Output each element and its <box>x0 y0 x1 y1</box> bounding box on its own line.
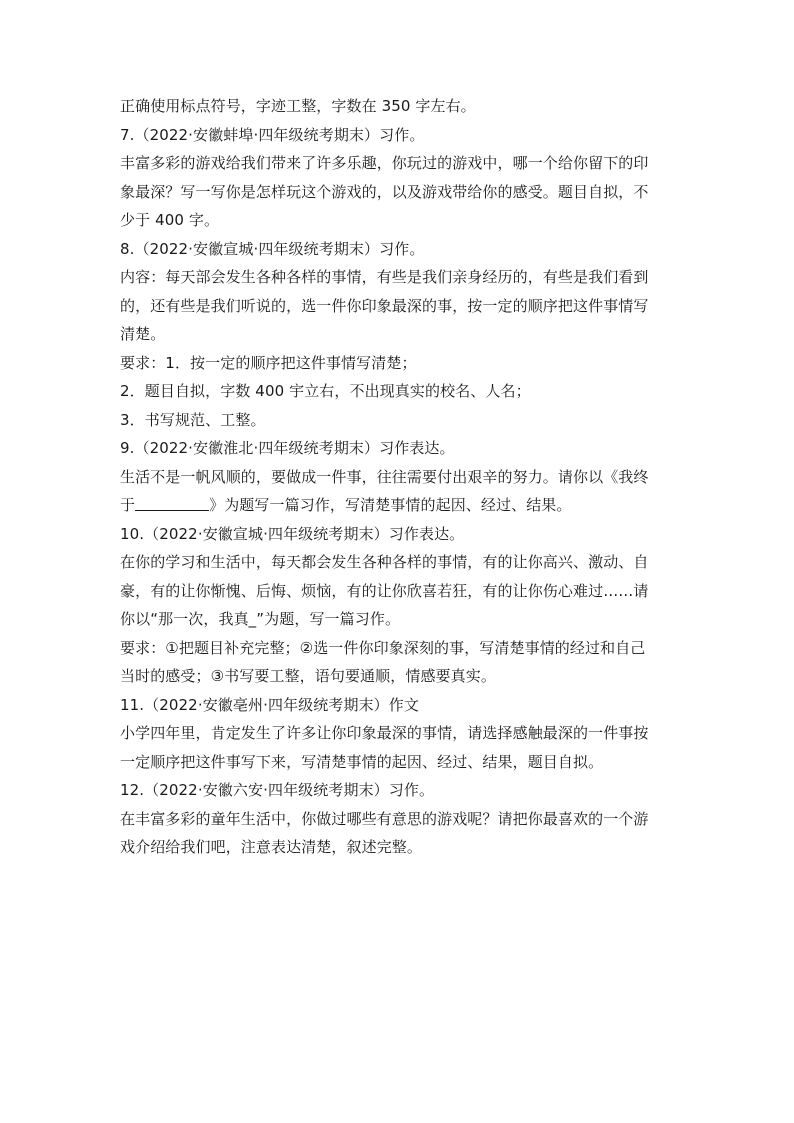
text-line: 清楚。 <box>120 325 166 343</box>
text-line: 象最深？写一写你是怎样玩这个游戏的，以及游戏带给你的感受。题目自拟，不 <box>120 182 649 201</box>
text-line: 的，还有些是我们听说的，选一件你印象最深的事，按一定的顺序把这件事情写 <box>120 296 649 315</box>
text-line: 正确使用标点符号，字迹工整，字数在 350 字左右。 <box>120 97 476 115</box>
text-line: 丰富多彩的游戏给我们带来了许多乐趣，你玩过的游戏中，哪一个给你留下的印 <box>120 154 649 172</box>
question-10-heading: 10.（2022·安徽宣城·四年级统考期末）习作表达。 <box>120 524 465 543</box>
text-line: 戏介绍给我们吧，注意表达清楚，叙述完整。 <box>120 838 423 856</box>
text-line: 豪，有的让你惭愧、后悔、烦恼，有的让你欣喜若狂，有的让你伤心难过……请 <box>120 581 649 600</box>
requirement-line: 要求：①把题目补充完整；②选一件你印象深刻的事，写清楚事情的经过和自己 <box>120 638 646 657</box>
text-line: 生活不是一帆风顺的，要做成一件事，往往需要付出艰辛的努力。请你以《我终 <box>120 467 649 486</box>
text-line: 你以“那一次，我真_”为题，写一篇习作。 <box>120 610 401 628</box>
document-page <box>120 92 680 862</box>
question-8-heading: 8.（2022·安徽宣城·四年级统考期末）习作。 <box>120 239 425 258</box>
text-line: 在你的学习和生活中，每天都会发生各种各样的事情，有的让你高兴、激动、自 <box>120 553 649 571</box>
question-9-heading: 9.（2022·安徽淮北·四年级统考期末）习作表达。 <box>120 439 455 457</box>
question-12-heading: 12.（2022·安徽六安·四年级统考期末）习作。 <box>120 781 435 799</box>
text-line: 在丰富多彩的童年生活中，你做过哪些有意思的游戏呢？请把你最喜欢的一个游 <box>120 809 649 828</box>
text-line: 少于 400 字。 <box>120 211 220 229</box>
question-7-heading: 7.（2022·安徽蚌埠·四年级统考期末）习作。 <box>120 125 425 144</box>
fill-in-blank <box>135 496 209 511</box>
requirement-line: 要求：1．按一定的顺序把这件事情写清楚； <box>120 353 417 372</box>
text-after-blank: 》为题写一篇习作，写清楚事情的起因、经过、结果。 <box>209 496 572 514</box>
question-11-heading: 11.（2022·安徽亳州·四年级统考期末）作文 <box>120 695 419 714</box>
text-line: 内容：每天部会发生各种各样的事情，有些是我们亲身经历的，有些是我们看到 <box>120 268 649 286</box>
requirement-line: 3．书写规范、工整。 <box>120 410 266 429</box>
fill-blank-line <box>120 491 680 520</box>
text-before-blank: 于 <box>120 496 136 514</box>
requirement-line: 当时的感受；③书写要工整，语句要通顺，情感要真实。 <box>120 667 496 685</box>
text-line: 小学四年里，肯定发生了许多让你印象最深的事情，请选择感触最深的一件事按 <box>120 724 649 742</box>
text-line: 一定顺序把这件事写下来，写清楚事情的起因、经过、结果，题目自拟。 <box>120 752 604 771</box>
requirement-line: 2．题目自拟，字数 400 宇立右，不出现真实的校名、人名； <box>120 382 531 400</box>
